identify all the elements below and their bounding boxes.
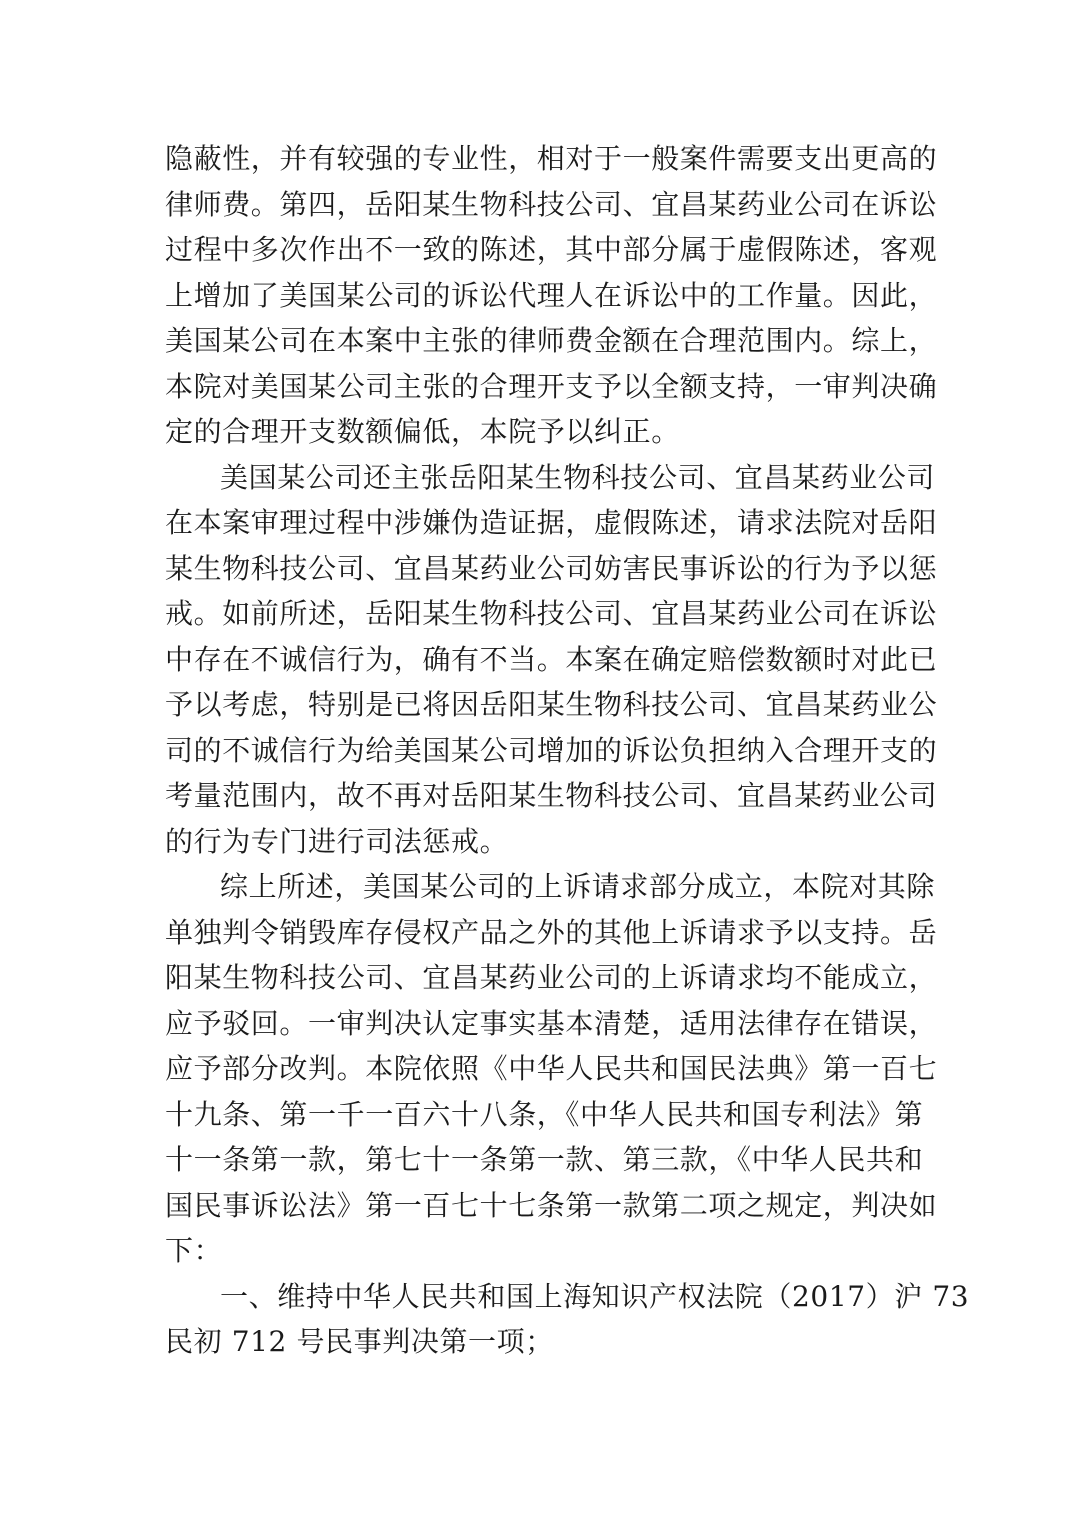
text-line: 在本案审理过程中涉嫌伪造证据，虚假陈述，请求法院对岳阳 [165,506,938,539]
text-line: 戒。如前所述，岳阳某生物科技公司、宜昌某药业公司在诉讼 [165,597,938,630]
text-line: 过程中多次作出不一致的陈述，其中部分属于虚假陈述，客观 [165,233,938,266]
text-line: 民初 712 号民事判决第一项； [165,1325,554,1358]
text-line: 美国某公司在本案中主张的律师费金额在合理范围内。综上， [165,324,938,357]
text-line: 司的不诚信行为给美国某公司增加的诉讼负担纳入合理开支的 [165,733,938,767]
text-line: 隐蔽性，并有较强的专业性，相对于一般案件需要支出更高的 [165,142,938,175]
text-line: 美国某公司还主张岳阳某生物科技公司、宜昌某药业公司 [220,460,936,494]
text-line: 考量范围内，故不再对岳阳某生物科技公司、宜昌某药业公司 [165,779,938,812]
text-line: 应予驳回。一审判决认定事实基本清楚，适用法律存在错误， [165,1006,938,1040]
text-line: 上增加了美国某公司的诉讼代理人在诉讼中的工作量。因此， [165,278,938,312]
text-line: 予以考虑，特别是已将因岳阳某生物科技公司、宜昌某药业公 [165,688,938,721]
text-line: 一、维持中华人民共和国上海知识产权法院（2017）沪 73 [220,1279,970,1313]
text-line: 十九条、第一千一百六十八条，《中华人民共和国专利法》第 [165,1097,924,1131]
text-line: 本院对美国某公司主张的合理开支予以全额支持，一审判决确 [165,369,938,403]
text-line: 应予部分改判。本院依照《中华人民共和国民法典》第一百七 [165,1052,938,1085]
text-line: 阳某生物科技公司、宜昌某药业公司的上诉请求均不能成立， [165,961,938,994]
text-line: 单独判令销毁库存侵权产品之外的其他上诉请求予以支持。岳 [165,915,938,949]
text-line: 定的合理开支数额偏低，本院予以纠正。 [165,415,680,448]
text-line: 的行为专门进行司法惩戒。 [165,824,509,858]
text-line: 某生物科技公司、宜昌某药业公司妨害民事诉讼的行为予以惩 [165,551,938,585]
text-line: 国民事诉讼法》第一百七十七条第一款第二项之规定，判决如 [165,1188,938,1222]
judgment-text-body [165,136,970,1365]
text-line: 下： [165,1234,223,1267]
text-line: 中存在不诚信行为，确有不当。本案在确定赔偿数额时对此已 [165,642,938,676]
text-line: 综上所述，美国某公司的上诉请求部分成立，本院对其除 [220,870,936,903]
text-line: 十一条第一款，第七十一条第一款、第三款，《中华人民共和 [165,1143,924,1176]
text-line: 律师费。第四，岳阳某生物科技公司、宜昌某药业公司在诉讼 [165,187,938,221]
